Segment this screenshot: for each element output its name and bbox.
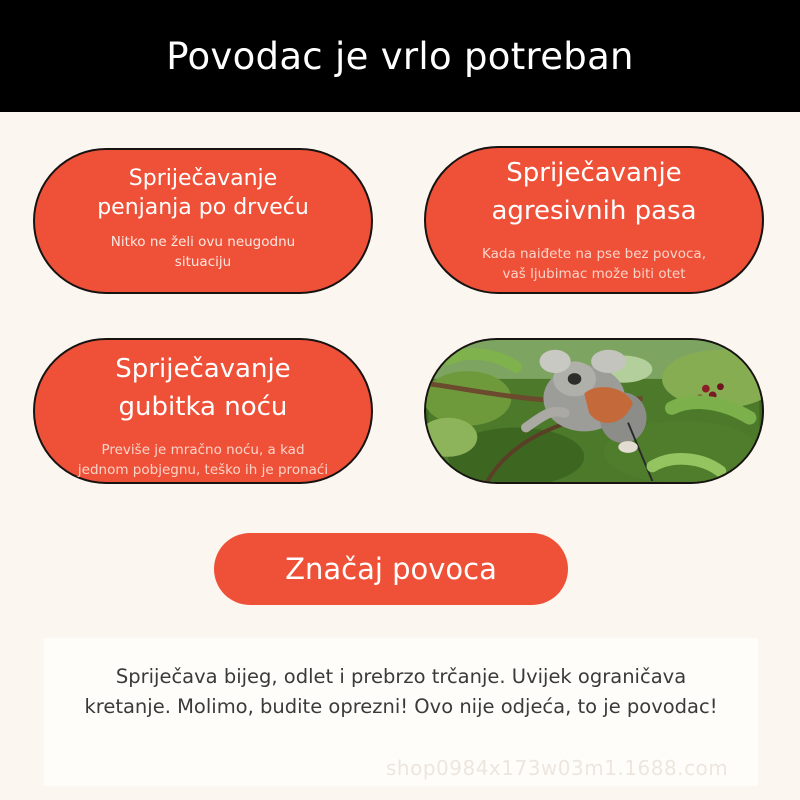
cta-label: Značaj povoca [285, 552, 497, 586]
card-prevent-aggressive-dogs [424, 146, 764, 294]
card-description: Previše je mračno noću, a kad jednom pobjegnu, teško ih je pronaći [77, 442, 329, 478]
leash-importance-button[interactable] [214, 533, 568, 605]
header-banner [0, 0, 800, 112]
info-note-text: Spriječava bijeg, odlet i prebrzo trčanje. Uvijek ograničava kretanje. Molimo, budite oprezni! Ovo nije odjeća, to je povodac! [84, 665, 718, 718]
koala-on-leash-in-tree-photo [424, 338, 764, 484]
card-prevent-night-loss [33, 338, 373, 484]
card-prevent-tree-climbing [33, 148, 373, 294]
card-title: Spriječavanje agresivnih pasa [491, 158, 697, 226]
card-description: Kada naiđete na pse bez povoca, vaš ljubimac može biti otet [481, 246, 706, 282]
card-description: Nitko ne želi ovu neugodnu situaciju [110, 234, 296, 270]
page-title: Povodac je vrlo potreban [166, 34, 634, 78]
card-title: Spriječavanje gubitka noću [115, 354, 291, 422]
koala-tree-illustration [424, 340, 764, 482]
watermark: shop0984x173w03m1.1688.com [386, 756, 729, 780]
card-title: Spriječavanje penjanja po drveću [97, 166, 309, 220]
